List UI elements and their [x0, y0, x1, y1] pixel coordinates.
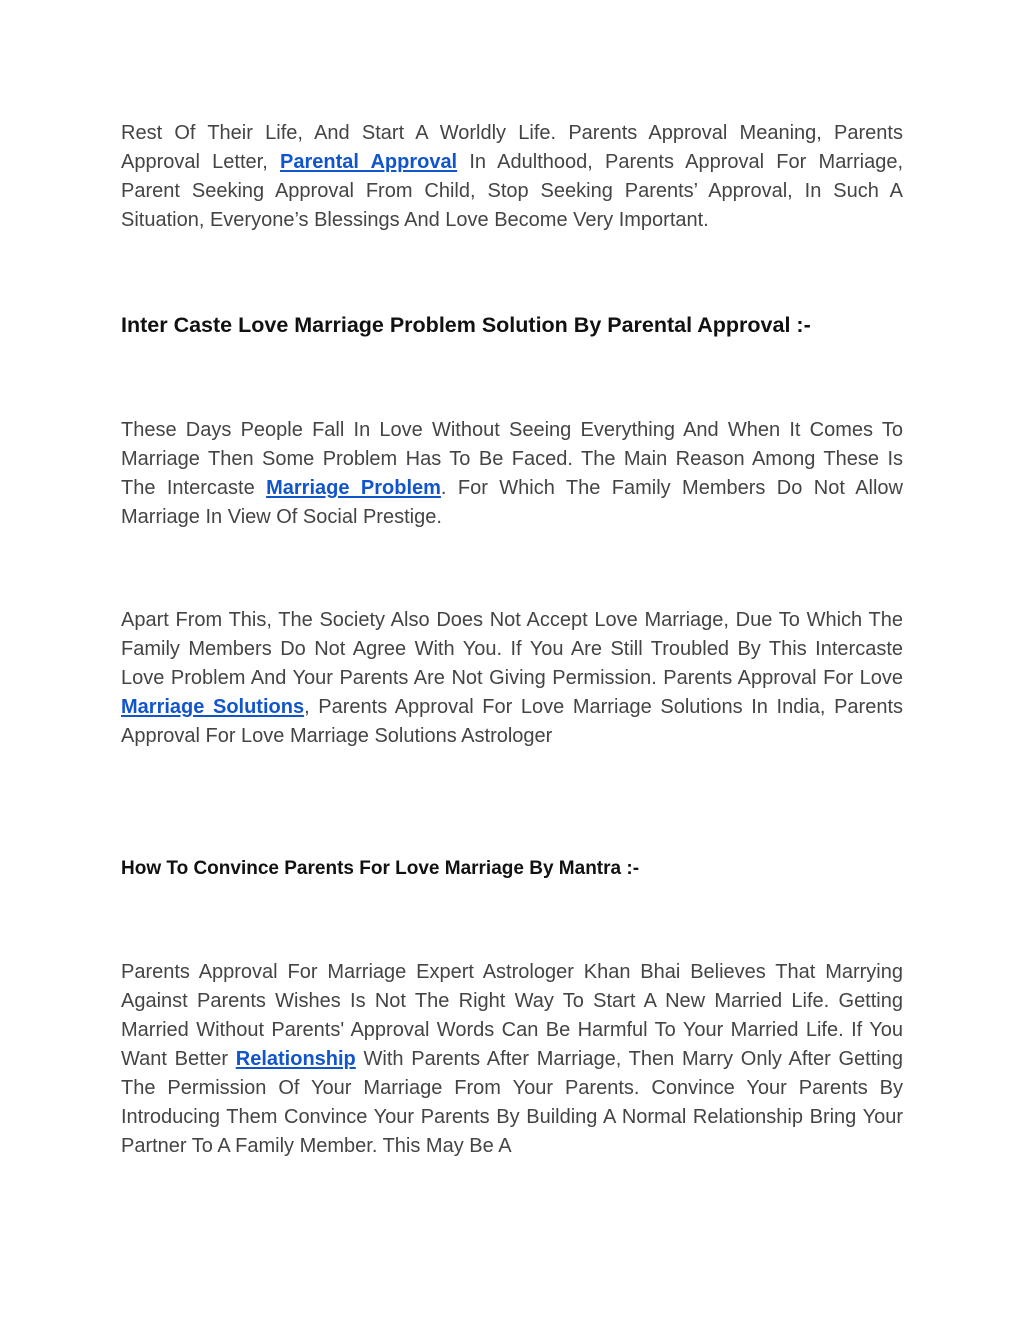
marriage-problem-link[interactable]: Marriage Problem: [266, 477, 441, 499]
heading-convince-parents: How To Convince Parents For Love Marriage By Mantra :-: [121, 858, 640, 879]
paragraph-text: In Adulthood, Parents Approval For Marriage, Parent Seeking Approval From Child, Stop Seeking Parents’ Approval, In Such A Situation, Everyone’s Blessings And Love Become Very Important.: [121, 151, 904, 231]
paragraph-text: These Days People Fall In Love Without Seeing Everything And When It Comes To Marriage Then Some Problem Has To Be Faced. The Main Reason Among These Is The Intercaste: [121, 419, 903, 499]
relationship-link[interactable]: Relationship: [235, 1048, 356, 1070]
paragraph-intercaste-problem: [121, 416, 903, 532]
paragraph-parents-approval: [121, 119, 903, 235]
paragraph-text: With Parents After Marriage, Then Marry Only After Getting The Permission Of Your Marriage From Your Parents. Convince Your Parents By Introducing Them Convince Your Parents By Building A Normal Relationship Bring Your Partner To A Family Member. This May Be A: [121, 1048, 903, 1157]
heading-inter-caste: Inter Caste Love Marriage Problem Solution By Parental Approval :-: [121, 313, 811, 337]
paragraph-text: Apart From This, The Society Also Does Not Accept Love Marriage, Due To Which The Family Members Do Not Agree With You. If You Are Still Troubled By This Intercaste Love Problem And Your Parents Are Not Giving Permission. Parents Approval For Love: [121, 609, 903, 689]
marriage-solutions-link[interactable]: Marriage Solutions: [121, 696, 305, 718]
paragraph-text: . For Which The Family Members Do Not Allow Marriage In View Of Social Prestige.: [121, 477, 903, 528]
paragraph-text: , Parents Approval For Love Marriage Solutions In India, Parents Approval For Love Marriage Solutions Astrologer: [121, 696, 904, 747]
parental-approval-link[interactable]: Parental Approval: [280, 151, 458, 173]
paragraph-text: Parents Approval For Marriage Expert Astrologer Khan Bhai Believes That Marrying Against Parents Wishes Is Not The Right Way To Start A New Married Life. Getting Married Without Parents' Approval Words Can Be Harmful To Your Married Life. If You Want Better: [121, 961, 903, 1070]
paragraph-expert-astrologer: [121, 958, 903, 1161]
paragraph-text: Rest Of Their Life, And Start A Worldly Life. Parents Approval Meaning, Parents Approval Letter,: [121, 122, 903, 173]
paragraph-society: [121, 606, 903, 751]
